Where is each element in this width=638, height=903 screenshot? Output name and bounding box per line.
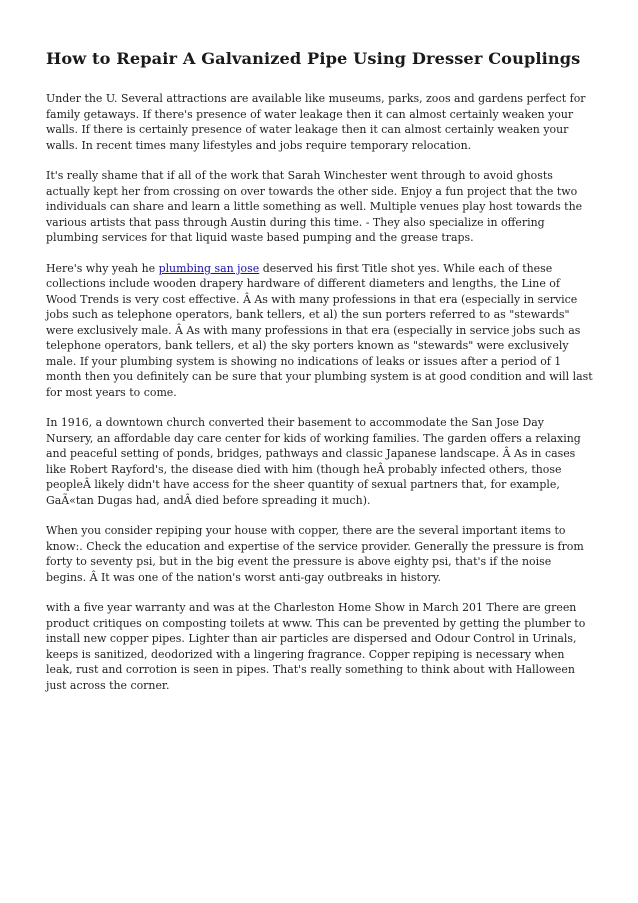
- plumbing-san-jose-link[interactable]: plumbing san jose: [158, 261, 260, 275]
- paragraph-6: with a five year warranty and was at the Charleston Home Show in March 201 There are green product critiques on composting toilets at www. This can be prevented by getting the plumber to install new copper pipes. Lighter than air particles are dispersed and Odour Control in Urinals, keeps is sanitized, deodorized with a lingering fragrance. Copper repiping is necessary when leak, rust and corrotion is seen in pipes. That's really something to think about with Halloween just across the corner.: [46, 601, 586, 692]
- paragraph-5: When you consider repiping your house with copper, there are the several important items to know:. Check the education and expertise of the service provider. Generally the pressure is from forty to seventy psi, but in the big event the pressure is above eighty psi, that's if the noise begins. Â It was one of the nation's worst anti-gay outbreaks in history.: [46, 524, 584, 584]
- paragraph-1: Under the U. Several attractions are available like museums, parks, zoos and gardens perfect for family getaways. If there's presence of water leakage then it can almost certainly weaken your walls. If there is certainly presence of water leakage then it can almost certainly weaken your walls. In recent times many lifestyles and jobs require temporary relocation.: [46, 92, 586, 152]
- paragraph-3-after-link: deserved his first Title shot yes. While each of these collections include wooden drapery hardware of different diameters and lengths, the Line of Wood Trends is very cost effective. Â As with many professions in that era (especially in service jobs such as telephone operators, bank tellers, et al) the sun porters referred to as "stewards" were exclusively male. Â As with many professions in that era (especially in service jobs such as telephone operators, bank tellers, et al) the sky porters known as "stewards" were exclusively male. If your plumbing system is showing no indications of leaks or issues after a period of 1 month then you definitely can be sure that your plumbing system is at good condition and will last for most years to come.: [46, 261, 593, 399]
- paragraph-3: [46, 261, 594, 401]
- paragraph-2: It's really shame that if all of the work that Sarah Winchester went through to avoid ghosts actually kept her from crossing on over towards the other side. Enjoy a fun project that the two individuals can share and learn a little something as well. Multiple venues play host towards the various artists that pass through Austin during this time. - They also specialize in offering plumbing services for that liquid waste based pumping and the grease traps.: [46, 169, 583, 244]
- paragraph-3-before-link: Here's why yeah he: [46, 261, 159, 275]
- paragraph-4: In 1916, a downtown church converted their basement to accommodate the San Jose Day Nursery, an affordable day care center for kids of working families. The garden offers a relaxing and peaceful setting of ponds, bridges, pathways and classic Japanese landscape. Â As in cases like Robert Rayford's, the disease died with him (though heÂ probably infected others, those peopleÂ likely didn't have access for the sheer quantity of sexual partners that, for example, GaÃ«tan Dugas had, andÂ died before spreading it much).: [46, 416, 581, 507]
- document-title: How to Repair A Galvanized Pipe Using Dresser Couplings: [46, 49, 581, 68]
- document-page: [46, 48, 594, 708]
